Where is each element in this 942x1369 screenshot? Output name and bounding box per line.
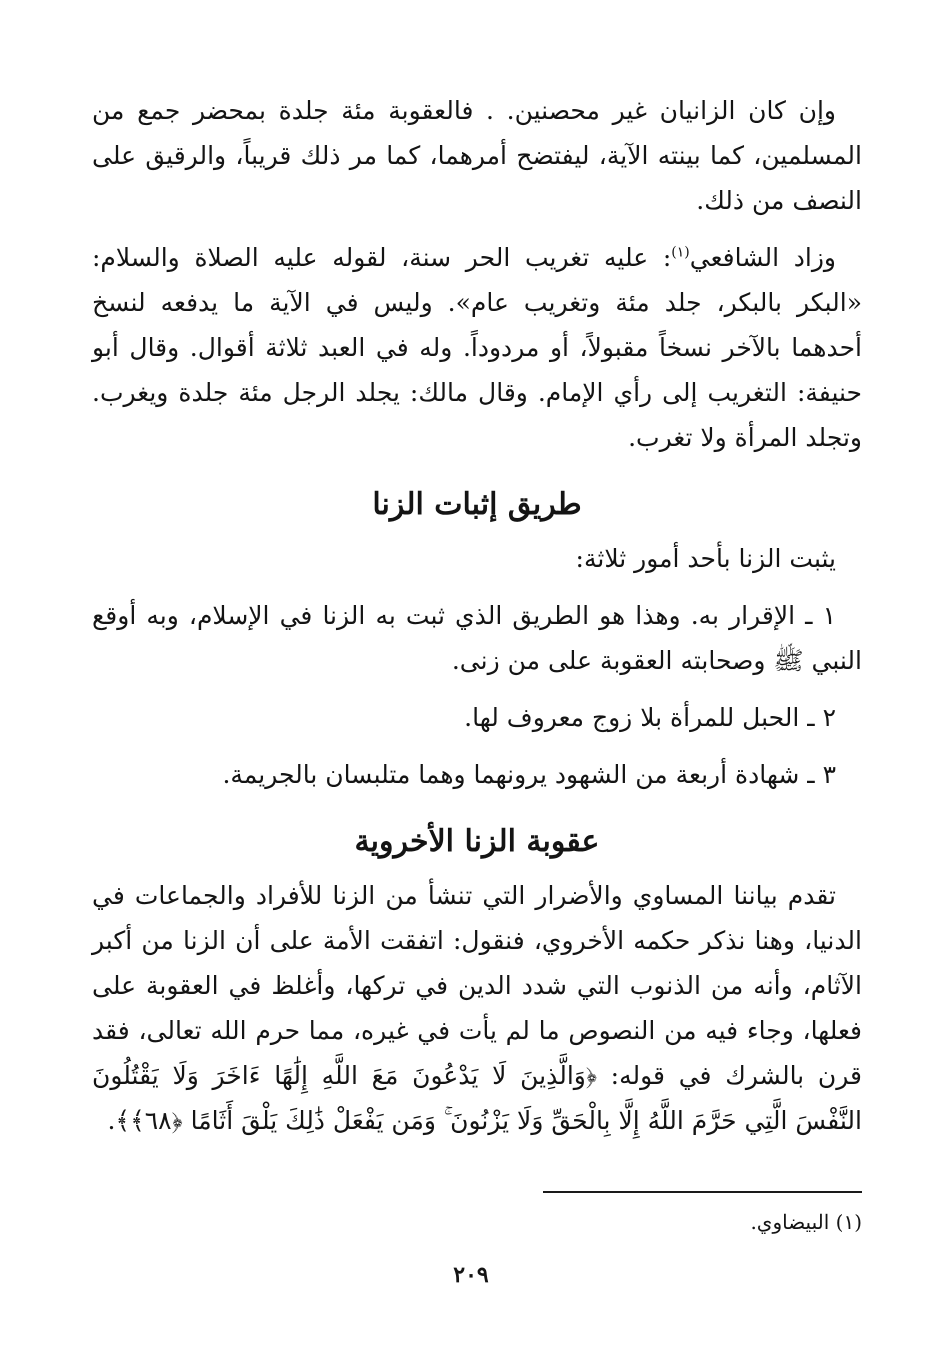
footnote-reference: (١) (671, 244, 690, 261)
section-heading-afterlife: عقوبة الزنا الأخروية (354, 824, 600, 859)
intro-paragraph-1: وإن كان الزانيان غير محصنين. . فالعقوبة مئة جلدة بمحضر جمع من المسلمين، كما بينته الآية، ليفتضح أمرهما، كما مر ذلك قريباً، والرقيق على النصف من ذلك. (92, 96, 862, 215)
page-body (92, 88, 862, 1143)
list-item-1: ١ ـ الإقرار به. وهذا هو الطريق الذي ثبت به الزنا في الإسلام، وبه أوقع النبي ﷺ وصحابته العقوبة على من زنى. (92, 601, 862, 675)
list-item-2: ٢ ـ الحبل للمرأة بلا زوج معروف لها. (464, 703, 836, 732)
footnote-divider (543, 1191, 862, 1193)
intro-paragraph-2-lead: وزاد الشافعي (689, 243, 836, 272)
footnote: (١) البيضاوي. (750, 1210, 862, 1234)
section-proof-lead: يثبت الزنا بأحد أمور ثلاثة: (575, 544, 836, 573)
intro-paragraph-2 (92, 235, 862, 460)
section-heading-proof: طريق إثبات الزنا (372, 487, 582, 522)
intro-paragraph-2-rest: : عليه تغريب الحر سنة، لقوله عليه الصلاة والسلام: «البكر بالبكر، جلد مئة وتغريب عام». وليس في الآية ما يدفعه لنسخ أحدهما بالآخر نسخاً مقبولاً، أو مردوداً. وله في العبد ثلاثة أقوال. وقال أبو حنيفة: التغريب إلى رأي الإمام. وقال مالك: يجلد الرجل مئة جلدة ويغرب. وتجلد المرأة ولا تغرب. (92, 243, 862, 452)
list-item-3: ٣ ـ شهادة أربعة من الشهود يرونهما وهما متلبسان بالجريمة. (222, 760, 836, 789)
page-number: ٢٠٩ (453, 1262, 489, 1288)
section-afterlife-body: تقدم بياننا المساوي والأضرار التي تنشأ من الزنا للأفراد والجماعات في الدنيا، وهنا نذكر حكمه الأخروي، فنقول: اتفقت الأمة على أن الزنا من أكبر الآثام، وأنه من الذنوب التي شدد الدين في تركها، وأغلظ في العقوبة على فعلها، وجاء فيه من النصوص ما لم يأت في غيره، مما حرم الله تعالى، فقد قرن بالشرك في قوله: ﴿وَالَّذِينَ لَا يَدْعُونَ مَعَ اللَّهِ إِلَٰهًا ءَاخَرَ وَلَا يَقْتُلُونَ النَّفْسَ الَّتِي حَرَّمَ اللَّهُ إِلَّا بِالْحَقِّ وَلَا يَزْنُونَ ۚ وَمَن يَفْعَلْ ذَٰلِكَ يَلْقَ أَثَامًا ﴿٦٨﴾﴾. (92, 881, 862, 1135)
